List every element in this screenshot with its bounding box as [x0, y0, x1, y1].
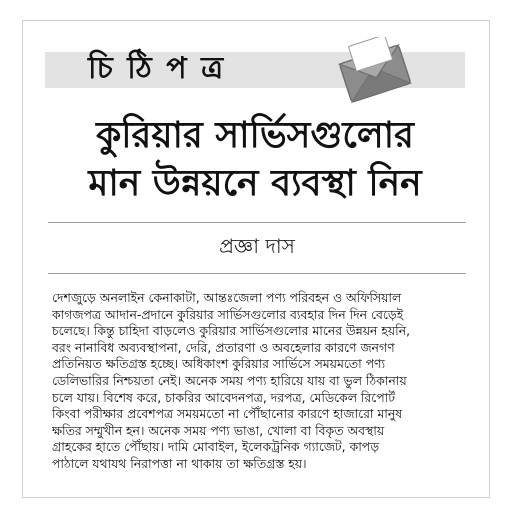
article-body [52, 290, 457, 473]
headline-line-2: মান উন্নয়নে ব্যবস্থা নিন [88, 163, 422, 204]
body-line: চলেছে। কিন্তু চাহিদা বাড়লেও কুরিয়ার সার্ভিসগুলোর মানের উন্নয়ন হয়নি, [52, 323, 411, 339]
section-label: চি ঠি প ত্র [88, 51, 226, 86]
divider-bottom [48, 273, 466, 274]
body-line: ডেলিভারির নিশ্চয়তা নেই। অনেক সময় পণ্য হারিয়ে যায় বা ভুল ঠিকানায় [52, 372, 407, 388]
divider-top [48, 222, 466, 223]
body-line: প্রতিনিয়ত ক্ষতিগ্রস্ত হচ্ছে। অধিকাংশ কুরিয়ার সার্ভিসে সময়মতো পণ্য [52, 356, 386, 372]
article-headline [40, 112, 470, 208]
body-line: বরং নানাবিধ অব্যবস্থাপনা, দেরি, প্রতারণা ও অবহেলার কারণে জনগণ [52, 339, 395, 355]
author-name: প্রজ্ঞা দাস [219, 234, 295, 258]
body-line: পাঠালে যথাযথ নিরাপত্তা না থাকায় তা ক্ষতিগ্রস্ত হয়। [52, 455, 307, 471]
body-line: চলে যায়। বিশেষ করে, চাকরির আবেদনপত্র, দরপত্র, মেডিকেল রিপোর্ট [52, 389, 395, 405]
body-line: দেশজুড়ে অনলাইন কেনাকাটা, আন্তঃজেলা পণ্য পরিবহন ও অফিসিয়াল [52, 290, 402, 305]
body-line: কাগজপত্র আদান-প্রদানে কুরিয়ার সার্ভিসগুলোর ব্যবহার দিন দিন বেড়েই [52, 306, 404, 322]
envelope-letter-icon [338, 37, 416, 103]
body-line: কিংবা পরীক্ষার প্রবেশপত্র সময়মতো না পৌঁছানোর কারণে হাজারো মানুষ [52, 406, 403, 422]
body-line: ক্ষতির সম্মুখীন হন। অনেক সময় পণ্য ভাঙা, খোলা বা বিকৃত অবস্থায় [52, 422, 385, 438]
body-line: গ্রাহকের হাতে পৌঁছায়। দামি মোবাইল, ইলেকট্রনিক গ্যাজেট, কাপড় [52, 439, 380, 455]
headline-line-1: কুরিয়ার সার্ভিসগুলোর [96, 115, 414, 156]
